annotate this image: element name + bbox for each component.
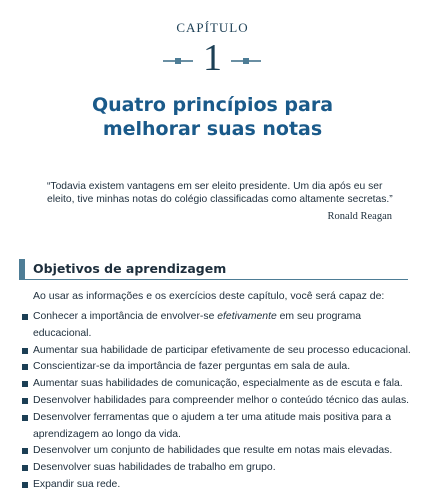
section-title: Objetivos de aprendizagem [33, 261, 227, 276]
section-intro: Ao usar as informações e os exercícios deste capítulo, você será capaz de: [33, 290, 385, 302]
square-bullet-icon [22, 364, 28, 370]
square-bullet-icon [22, 381, 28, 387]
objective-text: Conhecer a importância de envolver-se [33, 311, 218, 322]
objective-item [22, 309, 412, 343]
objectives-list [22, 309, 412, 494]
objective-text: Desenvolver suas habilidades de trabalho em grupo. [33, 462, 276, 474]
chapter-title-line-2: melhorar suas notas [102, 118, 323, 140]
objective-item [22, 460, 412, 477]
objective-text: Desenvolver habilidades para compreender melhor o conteúdo técnico das aulas. [33, 394, 410, 406]
square-bullet-icon [22, 465, 28, 471]
objective-text: Conscientizar-se da importância de fazer perguntas em sala de aula. [33, 361, 351, 373]
objective-text: Expandir sua rede. [33, 478, 121, 490]
section-accent-bar [19, 259, 25, 279]
objective-text: Aumentar suas habilidades de comunicação, especialmente as de escuta e fala. [33, 378, 403, 390]
square-bullet-icon [22, 482, 28, 488]
square-bullet-icon [22, 314, 28, 320]
chapter-title-line-1: Quatro princípios para [91, 94, 334, 116]
chapter-number-row [0, 38, 425, 78]
square-bullet-icon [22, 415, 28, 421]
chapter-number: 1 [203, 37, 222, 79]
epigraph-quote: “Todavia existem vantagens em ser eleito presidente. Um dia após eu ser eleito, tive minhas notas do colégio classificadas como altamente secretas.” [47, 181, 393, 205]
chapter-label: CAPÍTULO [176, 20, 249, 35]
epigraph-author: Ronald Reagan [327, 211, 392, 222]
objective-item [22, 359, 412, 376]
objective-emphasis: efetivamente [217, 311, 277, 322]
objective-item [22, 393, 412, 410]
section-header [19, 259, 408, 280]
chapter-ornament-right [231, 58, 261, 64]
objective-text: Desenvolver um conjunto de habilidades que resulte em notas mais elevadas. [33, 445, 393, 457]
objective-item [22, 443, 412, 460]
objective-item [22, 376, 412, 393]
objective-item [22, 477, 412, 494]
objective-item [22, 410, 412, 444]
chapter-title [0, 93, 425, 141]
square-bullet-icon [22, 348, 28, 354]
objective-text: Aumentar sua habilidade de participar efetivamente de seu processo educacional. [33, 344, 411, 356]
objective-text-end: em seu programa educacional. [33, 311, 362, 339]
objective-item [22, 343, 412, 360]
objective-text: Desenvolver ferramentas que o ajudem a ter uma atitude mais positiva para a aprendizagem ao longo da vida. [33, 411, 392, 440]
square-bullet-icon [22, 448, 28, 454]
square-bullet-icon [22, 398, 28, 404]
